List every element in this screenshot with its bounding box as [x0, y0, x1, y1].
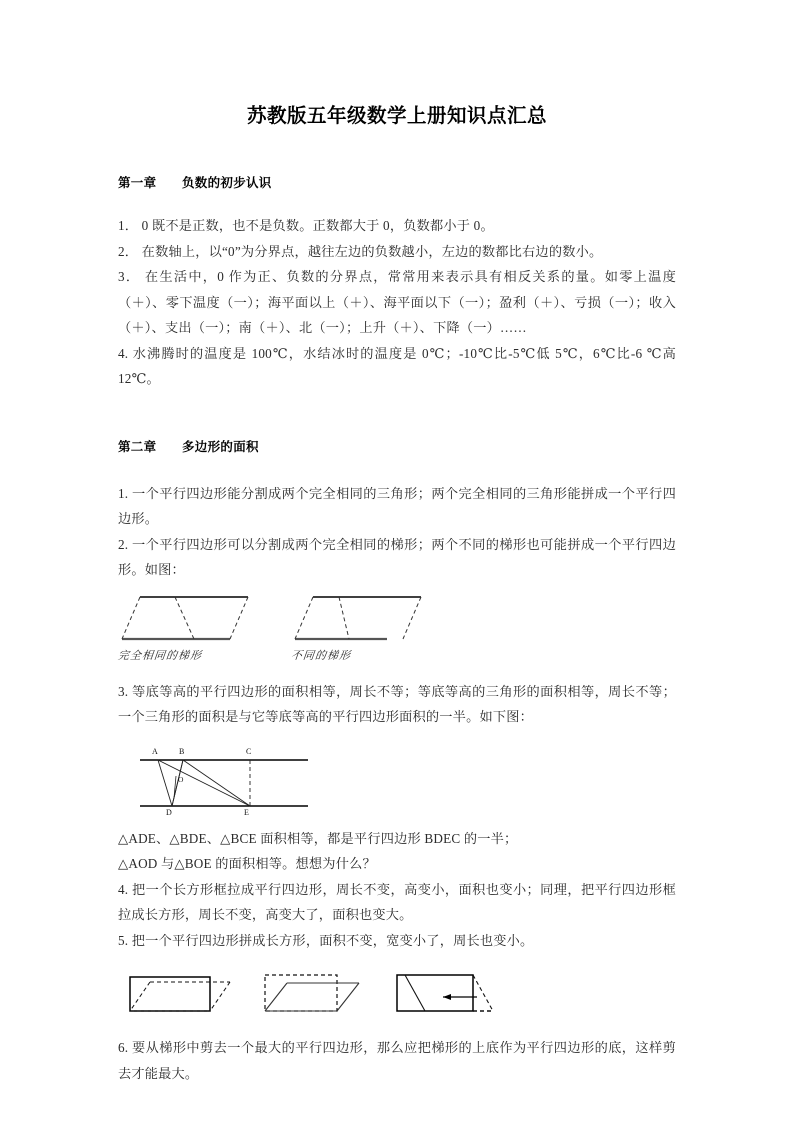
chapter-2-item-5: 5. 把一个平行四边形拼成长方形，面积不变，宽变小了，周长也变小。	[118, 932, 534, 948]
parallelogram-different-trapezoids-svg	[291, 591, 426, 646]
page-content	[118, 0, 676, 1086]
chapter-1-item-4: 4. 水沸腾时的温度是 100℃，水结冰时的温度是 0℃；-10℃比-5℃低 5℃，6℃比-6 ℃高 12℃。	[118, 345, 676, 386]
figure-triangles-parallel-lines	[138, 738, 676, 816]
chapter-2-item-3: 3. 等底等高的平行四边形的面积相等，周长不等；等底等高的三角形的面积相等，周长不等；一个三角形的面积是与它等底等高的平行四边形面积的一半。如下图：	[118, 683, 676, 724]
rect-solid-parallelogram-dashed-svg	[126, 969, 236, 1019]
spacer	[118, 1019, 676, 1035]
figure-parallelogram-to-rect	[261, 969, 371, 1019]
label-O: O	[178, 774, 184, 784]
figure-left-caption: 完全相同的梯形	[117, 649, 203, 662]
chapter-1-item-2: 2． 在数轴上，以“0”为分界点，越往左边的负数越小，左边的数都比右边的数小。	[118, 243, 603, 259]
rect-dashed-parallelogram-solid-svg	[261, 969, 371, 1019]
spacer	[118, 663, 676, 679]
chapter-2-item-4: 4. 把一个长方形框拉成平行四边形，周长不变，高变小，面积也变小；同理，把平行四边形框拉成长方形，周长不变，高变大了，面积也变大。	[118, 881, 676, 922]
figure-right-caption: 不同的梯形	[290, 649, 352, 662]
figure-cut-and-shift	[393, 969, 508, 1019]
chapter-2-item-1: 1. 一个平行四边形能分割成两个完全相同的三角形；两个完全相同的三角形能拼成一个平行四边形。	[118, 485, 676, 526]
label-B: B	[179, 746, 185, 756]
figure-rect-to-parallelogram	[126, 969, 236, 1019]
label-D: D	[166, 807, 172, 816]
chapter-1-heading: 第一章 负数的初步认识	[118, 176, 272, 190]
chapter-1-items	[118, 213, 676, 392]
parallelogram-equal-trapezoids-svg	[118, 591, 253, 646]
chapter-2-heading: 第二章 多边形的面积	[118, 439, 259, 454]
rect-cut-triangle-shift-svg	[393, 969, 508, 1019]
chapter-2-items	[118, 481, 676, 1087]
figure-right-parallelogram	[291, 591, 426, 663]
chapter-1-item-1: 1． 0 既不是正数，也不是负数。正数都大于 0，负数都小于 0。	[118, 218, 494, 233]
label-E: E	[244, 807, 249, 816]
page-title: 苏教版五年级数学上册知识点汇总	[246, 105, 547, 127]
triangles-equal-area-svg	[138, 738, 313, 816]
chapter-1-item-3: 3． 在生活中，0 作为正、负数的分界点，常常用来表示具有相反关系的量。如零上温度（＋）、零下温度（一）；海平面以上（＋）、海平面以下（一）；盈利（＋）、亏损（一）；收入（＋）、支出（一）；南（＋）、北（一）；上升（＋）、下降（一）……	[118, 269, 676, 335]
label-C: C	[246, 746, 252, 756]
spacer	[118, 816, 676, 826]
label-A: A	[152, 746, 158, 756]
chapter-2-item-2: 2. 一个平行四边形可以分割成两个完全相同的梯形；两个不同的梯形也可能拼成一个平行四边形。如图：	[118, 536, 676, 577]
figure-left-parallelogram	[118, 591, 253, 663]
figure-parallelogram-trapezoids	[118, 591, 676, 663]
chapter-2-note-line-1: △ADE、△BDE、△BCE 面积相等，都是平行四边形 BDEC 的一半；	[118, 830, 518, 846]
chapter-2-item-6: 6. 要从梯形中剪去一个最大的平行四边形，那么应把梯形的上底作为平行四边形的底，这样剪去才能最大。	[118, 1040, 676, 1081]
figure-rect-parallelogram-transform	[126, 969, 676, 1019]
chapter-2-note-line-2: △AOD 与△BOE 的面积相等。想想为什么？	[118, 856, 376, 871]
